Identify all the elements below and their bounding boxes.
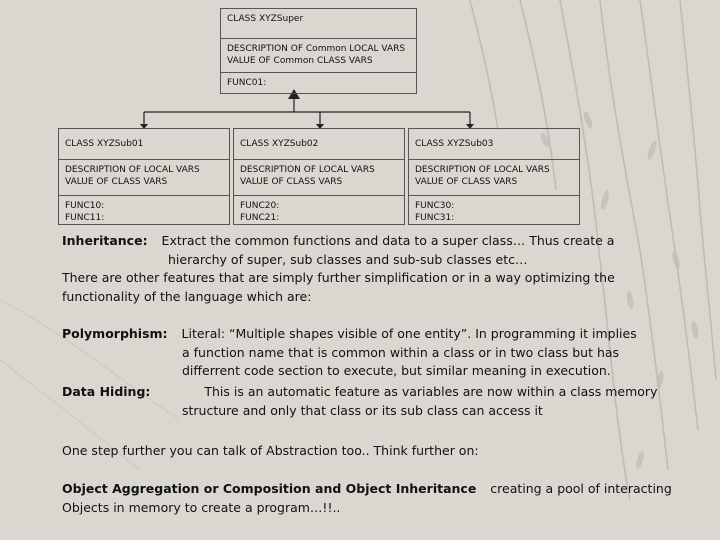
abstraction-paragraph: [62, 442, 662, 461]
super-class-func-section: [221, 72, 416, 89]
polymorphism-line1: Literal: “Multiple shapes visible of one entity”. In programming it implies: [181, 326, 637, 341]
sub-class-func-line2: FUNC11:: [65, 213, 105, 223]
sub-class-title: CLASS XYZSub01: [65, 139, 144, 149]
data-hiding-term: Data Hiding:: [62, 384, 151, 399]
abstraction-line: One step further you can talk of Abstraction too.. Think further on:: [62, 443, 479, 458]
inheritance-term: Inheritance:: [62, 233, 148, 248]
inheritance-line1: Extract the common functions and data to a super class… Thus create a: [161, 233, 615, 248]
data-hiding-line1: This is an automatic feature as variables are now within a class memory: [204, 384, 658, 399]
sub-class-func-line2: FUNC21:: [240, 213, 280, 223]
aggregation-paragraph: [62, 480, 672, 517]
sub-class-func-section: [59, 195, 229, 226]
data-hiding-line2: structure and only that class or its sub class can access it: [182, 402, 543, 418]
sub-class-desc-line1: DESCRIPTION OF LOCAL VARS: [65, 165, 200, 175]
sub-class-func-line1: FUNC10:: [65, 201, 105, 211]
super-class-box: [220, 8, 417, 94]
polymorphism-line3: differrent code section to execute, but similar meaning in execution.: [182, 363, 611, 378]
sub-class-desc-line1: DESCRIPTION OF LOCAL VARS: [415, 165, 550, 175]
polymorphism-term: Polymorphism:: [62, 326, 168, 341]
other-features-line2: functionality of the language which are:: [62, 288, 312, 304]
sub-class-desc-line2: VALUE OF CLASS VARS: [240, 177, 343, 187]
sub-class-box-01: [58, 128, 230, 225]
polymorphism-line2: a function name that is common within a class or in two class but has: [182, 344, 620, 360]
sub-class-func-section: [409, 195, 579, 226]
polymorphism-paragraph: [62, 325, 662, 381]
sub-class-title: CLASS XYZSub03: [415, 139, 494, 149]
sub-class-box-03: [408, 128, 580, 225]
data-hiding-paragraph: [62, 383, 662, 420]
sub-class-func-section: [234, 195, 404, 226]
aggregation-line1-rest: creating a pool of interacting: [490, 481, 672, 496]
sub-class-vars-section: [234, 159, 404, 195]
aggregation-term: Object Aggregation or Composition and Object Inheritance: [62, 481, 477, 496]
super-class-title-section: [221, 13, 416, 25]
super-class-desc-line1: DESCRIPTION OF Common LOCAL VARS: [227, 44, 406, 54]
sub-class-box-02: [233, 128, 405, 225]
sub-class-title-section: [234, 129, 404, 159]
other-features-line1: There are other features that are simply further simplification or in a way optimizing the: [62, 270, 615, 285]
sub-class-desc-line2: VALUE OF CLASS VARS: [415, 177, 518, 187]
sub-class-title-section: [409, 129, 579, 159]
sub-class-func-line2: FUNC31:: [415, 213, 455, 223]
aggregation-line2: Objects in memory to create a program…!!..: [62, 499, 341, 515]
sub-class-func-line1: FUNC30:: [415, 201, 455, 211]
sub-class-desc-line2: VALUE OF CLASS VARS: [65, 177, 168, 187]
sub-class-title-section: [59, 129, 229, 159]
super-class-func-line1: FUNC01:: [227, 78, 267, 88]
inheritance-line2: hierarchy of super, sub classes and sub-sub classes etc…: [168, 251, 528, 267]
sub-class-func-line1: FUNC20:: [240, 201, 280, 211]
sub-class-vars-section: [409, 159, 579, 195]
super-class-title: CLASS XYZSuper: [227, 14, 304, 24]
sub-class-desc-line1: DESCRIPTION OF LOCAL VARS: [240, 165, 375, 175]
super-class-vars-section: [221, 38, 416, 74]
inheritance-paragraph: [62, 232, 662, 306]
sub-class-title: CLASS XYZSub02: [240, 139, 319, 149]
super-class-desc-line2: VALUE OF Common CLASS VARS: [227, 56, 373, 66]
sub-class-vars-section: [59, 159, 229, 195]
